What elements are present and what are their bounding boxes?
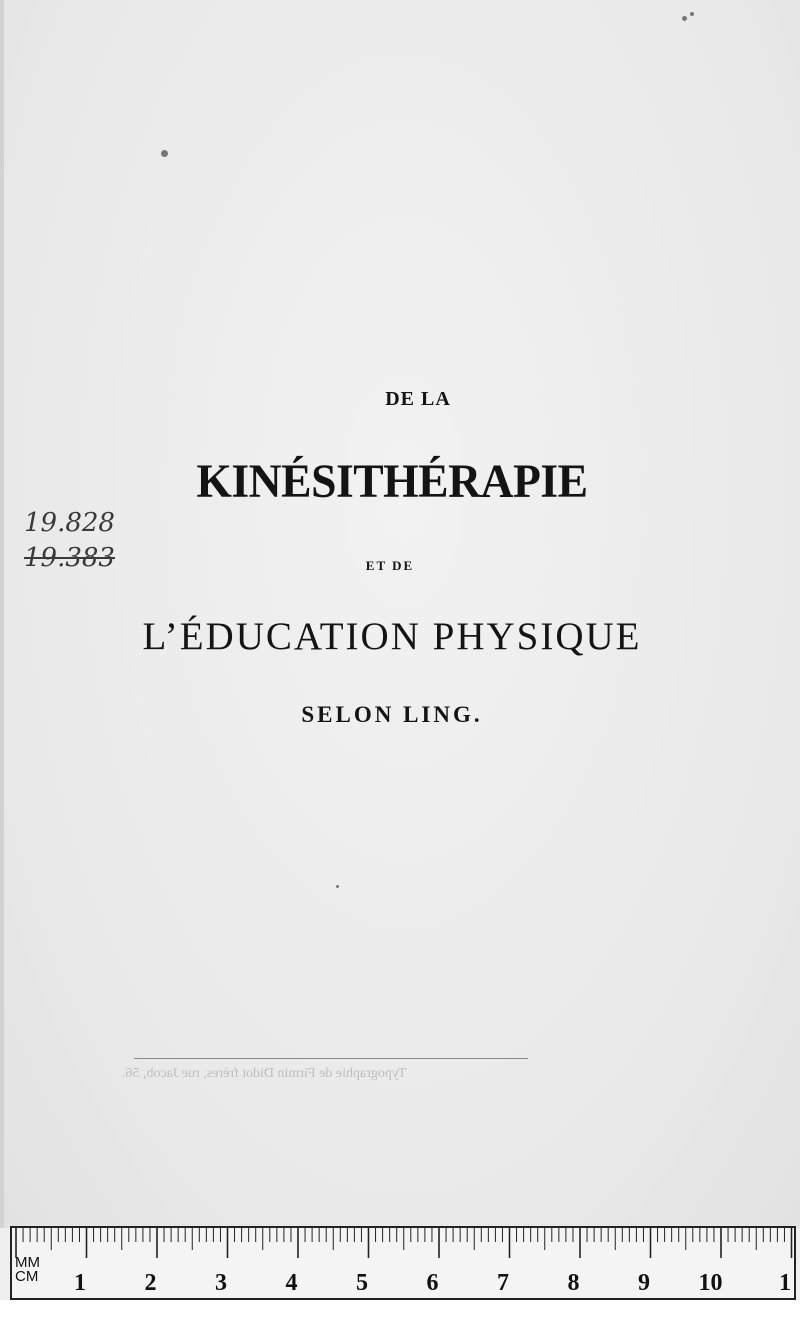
title-line-de-la: DE LA (385, 388, 451, 410)
ruler-unit-cm: CM (15, 1268, 39, 1285)
background-surface (0, 1300, 800, 1328)
ruler-number: 6 (426, 1270, 439, 1296)
ruler-number: 5 (356, 1270, 368, 1296)
ruler-number: 4 (285, 1270, 298, 1296)
paper-speck (161, 150, 168, 157)
handwritten-shelfmark: 19.828 (24, 508, 115, 538)
title-line-education-physique: L’ÉDUCATION PHYSIQUE (142, 615, 642, 658)
ruler-ticks (12, 1228, 794, 1298)
measurement-ruler (10, 1226, 796, 1300)
ruler-number: 7 (497, 1270, 509, 1296)
paper-speck (690, 12, 694, 16)
title-line-selon-ling: SELON LING. (301, 702, 483, 727)
ruler-number: 1 (779, 1270, 791, 1296)
printer-rule (134, 1058, 528, 1059)
ruler-number: 3 (215, 1270, 227, 1296)
ruler-number: 1 (74, 1270, 86, 1296)
handwritten-shelfmark-struck: 19.383 (24, 543, 115, 573)
ruler-number: 9 (638, 1270, 650, 1296)
ruler-number: 2 (144, 1270, 157, 1296)
bleed-through-imprint: Typographie de Firmin Didot frères, rue Jacob, 56. (122, 1066, 407, 1081)
ruler-number: 8 (567, 1270, 580, 1296)
ruler-unit-mm: MM (15, 1254, 40, 1271)
title-line-et-de: ET DE (365, 558, 415, 573)
title-main-kinesitherapie: KINÉSITHÉRAPIE (196, 455, 588, 508)
paper-speck (336, 885, 339, 888)
ruler-number: 10 (698, 1270, 723, 1296)
ruler-unit-label (15, 1256, 40, 1284)
paper-speck (682, 16, 687, 21)
